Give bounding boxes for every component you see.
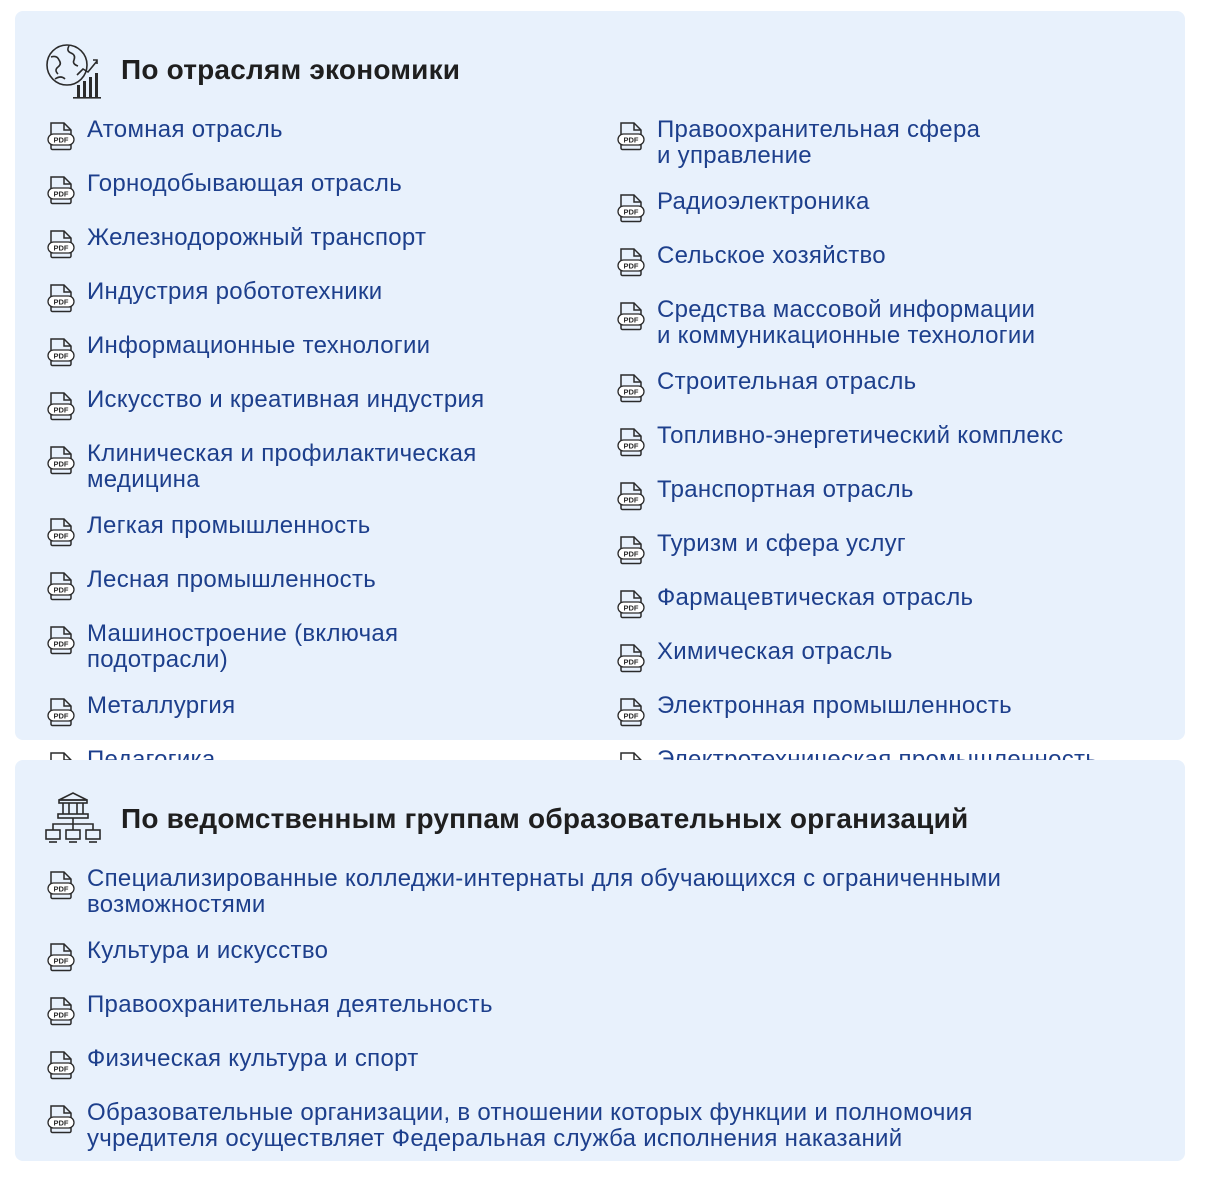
industry-link[interactable]: Информационные технологии	[87, 332, 431, 359]
pdf-file-icon	[617, 121, 645, 151]
industry-link[interactable]: Строительная отрасль	[657, 368, 917, 395]
industry-link[interactable]: Клиническая и профилактическая медицина	[87, 440, 477, 493]
department-link[interactable]: Культура и искусство	[87, 937, 329, 964]
svg-text:PDF: PDF	[53, 297, 69, 307]
departmental-header	[43, 790, 968, 848]
svg-text:PDF: PDF	[53, 1010, 69, 1020]
industry-link[interactable]: Легкая промышленность	[87, 512, 371, 539]
svg-text:PDF: PDF	[623, 549, 639, 559]
industries-title: По отраслям экономики	[121, 54, 461, 85]
industry-link[interactable]: Транспортная отрасль	[657, 476, 914, 503]
pdf-file-icon	[617, 697, 645, 727]
industries-header	[43, 41, 460, 99]
svg-text:PDF: PDF	[53, 531, 69, 541]
industry-item[interactable]	[617, 423, 1177, 457]
industry-item[interactable]	[47, 513, 587, 547]
pdf-file-icon	[47, 229, 75, 259]
pdf-file-icon	[617, 535, 645, 565]
departmental-groups-panel	[15, 760, 1185, 1161]
svg-text:PDF: PDF	[53, 585, 69, 595]
industry-item[interactable]	[47, 441, 587, 493]
svg-text:PDF: PDF	[53, 135, 69, 145]
institution-hierarchy-icon	[43, 790, 103, 848]
pdf-file-icon	[47, 697, 75, 727]
industry-item[interactable]	[617, 585, 1177, 619]
industry-link[interactable]: Искусство и креативная индустрия	[87, 386, 485, 413]
svg-text:PDF: PDF	[623, 135, 639, 145]
pdf-file-icon	[47, 121, 75, 151]
industry-link[interactable]: Горнодобывающая отрасль	[87, 170, 403, 197]
industry-link[interactable]: Топливно-энергетический комплекс	[657, 422, 1064, 449]
pdf-file-icon	[47, 571, 75, 601]
svg-text:PDF: PDF	[53, 405, 69, 415]
pdf-file-icon	[617, 643, 645, 673]
svg-text:PDF: PDF	[623, 657, 639, 667]
pdf-file-icon	[617, 589, 645, 619]
industry-link[interactable]: Атомная отрасль	[87, 116, 283, 143]
department-link[interactable]: Правоохранительная деятельность	[87, 991, 493, 1018]
pdf-file-icon	[47, 283, 75, 313]
industry-item[interactable]	[47, 117, 587, 151]
pdf-file-icon	[47, 391, 75, 421]
pdf-file-icon	[47, 1104, 75, 1134]
svg-text:PDF: PDF	[623, 441, 639, 451]
svg-text:PDF: PDF	[53, 884, 69, 894]
industry-link[interactable]: Средства массовой информации и коммуникационные технологии	[657, 296, 1036, 349]
industry-item[interactable]	[617, 117, 1177, 169]
departmental-title: По ведомственным группам образовательных организаций	[121, 803, 969, 834]
pdf-file-icon	[47, 1050, 75, 1080]
department-item[interactable]	[47, 938, 1167, 972]
industry-link[interactable]: Электронная промышленность	[657, 692, 1012, 719]
svg-text:PDF: PDF	[623, 207, 639, 217]
industry-item[interactable]	[47, 621, 587, 673]
industry-link[interactable]: Химическая отрасль	[657, 638, 893, 665]
industry-item[interactable]	[617, 693, 1177, 727]
svg-text:PDF: PDF	[623, 603, 639, 613]
departmental-list	[47, 866, 1167, 1172]
svg-text:PDF: PDF	[623, 315, 639, 325]
pdf-file-icon	[617, 481, 645, 511]
industry-link[interactable]: Фармацевтическая отрасль	[657, 584, 974, 611]
pdf-file-icon	[47, 175, 75, 205]
industry-item[interactable]	[617, 477, 1177, 511]
pdf-file-icon	[47, 445, 75, 475]
pdf-file-icon	[47, 625, 75, 655]
svg-text:PDF: PDF	[53, 956, 69, 966]
industry-item[interactable]	[617, 531, 1177, 565]
svg-text:PDF: PDF	[53, 189, 69, 199]
svg-text:PDF: PDF	[623, 387, 639, 397]
svg-text:PDF: PDF	[623, 711, 639, 721]
industry-item[interactable]	[47, 333, 587, 367]
industry-item[interactable]	[617, 297, 1177, 349]
industry-link[interactable]: Индустрия робототехники	[87, 278, 383, 305]
department-item[interactable]	[47, 866, 1167, 918]
department-link[interactable]: Образовательные организации, в отношении которых функции и полномочия учредителя осуществляет Федеральная служба исполнения наказаний	[87, 1099, 973, 1152]
pdf-file-icon	[47, 517, 75, 547]
industry-item[interactable]	[617, 639, 1177, 673]
department-link[interactable]: Специализированные колледжи-интернаты для обучающихся с ограниченными возможностями	[87, 865, 1002, 918]
department-item[interactable]	[47, 1046, 1167, 1080]
department-item[interactable]	[47, 992, 1167, 1026]
svg-text:PDF: PDF	[53, 351, 69, 361]
svg-text:PDF: PDF	[53, 1118, 69, 1128]
industries-panel	[15, 11, 1185, 740]
industry-item[interactable]	[47, 387, 587, 421]
pdf-file-icon	[47, 337, 75, 367]
svg-text:PDF: PDF	[53, 711, 69, 721]
globe-growth-chart-icon	[43, 41, 103, 99]
industry-item[interactable]	[617, 243, 1177, 277]
department-link[interactable]: Физическая культура и спорт	[87, 1045, 419, 1072]
industry-item[interactable]	[617, 369, 1177, 403]
svg-text:PDF: PDF	[623, 261, 639, 271]
pdf-file-icon	[47, 942, 75, 972]
pdf-file-icon	[617, 373, 645, 403]
industry-item[interactable]	[47, 171, 587, 205]
industry-link[interactable]: Правоохранительная сфера и управление	[657, 116, 981, 169]
industry-item[interactable]	[617, 189, 1177, 223]
svg-text:PDF: PDF	[53, 1064, 69, 1074]
industry-item[interactable]	[47, 693, 587, 727]
industries-left-column	[47, 117, 587, 801]
industry-link[interactable]: Машиностроение (включая подотрасли)	[87, 620, 399, 673]
industry-item[interactable]	[47, 567, 587, 601]
industry-link[interactable]: Туризм и сфера услуг	[657, 530, 906, 557]
pdf-file-icon	[617, 427, 645, 457]
svg-text:PDF: PDF	[53, 639, 69, 649]
svg-text:PDF: PDF	[623, 495, 639, 505]
industry-item[interactable]	[47, 225, 587, 259]
pdf-file-icon	[617, 247, 645, 277]
pdf-file-icon	[47, 870, 75, 900]
industry-link[interactable]: Железнодорожный транспорт	[87, 224, 427, 251]
pdf-file-icon	[617, 301, 645, 331]
pdf-file-icon	[617, 193, 645, 223]
svg-text:PDF: PDF	[53, 243, 69, 253]
industry-link[interactable]: Радиоэлектроника	[657, 188, 870, 215]
svg-text:PDF: PDF	[53, 459, 69, 469]
industry-link[interactable]: Металлургия	[87, 692, 236, 719]
industries-right-column	[617, 117, 1177, 801]
industry-link[interactable]: Лесная промышленность	[87, 566, 377, 593]
industry-link[interactable]: Сельское хозяйство	[657, 242, 886, 269]
department-item[interactable]	[47, 1100, 1167, 1152]
industry-item[interactable]	[47, 279, 587, 313]
pdf-file-icon	[47, 996, 75, 1026]
